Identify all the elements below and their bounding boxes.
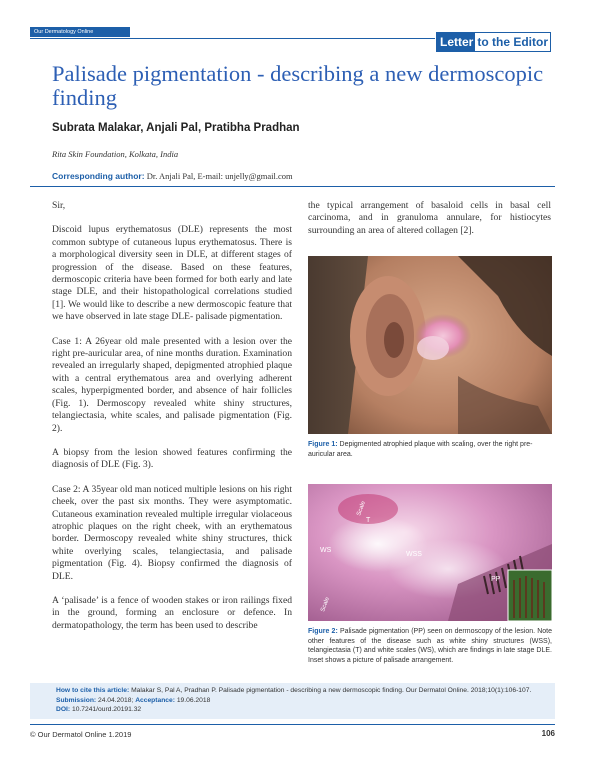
corresponding-author	[52, 171, 293, 181]
article-type-editor: to the Editor	[477, 35, 549, 49]
doi-line	[56, 705, 555, 715]
paragraph-biopsy: A biopsy from the lesion showed features confirming the diagnosis of DLE (Fig. 3).	[52, 446, 292, 471]
body-left-column	[52, 200, 292, 644]
corresponding-author-text: Dr. Anjali Pal, E-mail: unjelly@gmail.com	[144, 171, 293, 181]
doi-label: DOI:	[56, 706, 71, 713]
figure-1-caption-text: Depigmented atrophied plaque with scaling, over the right pre-auricular area.	[308, 441, 533, 458]
footer-rule	[30, 724, 555, 725]
label-wss: WSS	[406, 551, 422, 558]
figure-2-illustration	[308, 484, 552, 621]
figure-2-dermoscopy	[308, 484, 552, 621]
figure-2-label: Figure 2:	[308, 628, 338, 635]
page-number: 106	[541, 729, 555, 738]
header-rule	[30, 38, 435, 39]
submission-label: Submission:	[56, 696, 97, 704]
figure-1-illustration	[308, 256, 552, 434]
paragraph-palisade: A ‘palisade’ is a fence of wooden stakes or iron railings fixed in the ground, forming an enclosure or defence. In dermatopathology, the term has been used to describe	[52, 594, 292, 631]
figure-1-label: Figure 1:	[308, 441, 338, 448]
body-right-text: the typical arrangement of basaloid cells in basal cell carcinoma, and in granuloma annulare, for histiocytes surrounding an area of altered collagen [2].	[308, 200, 551, 236]
acceptance-label: Acceptance:	[135, 696, 175, 704]
acceptance-date: 19.06.2018	[174, 696, 211, 704]
corresponding-author-label: Corresponding author:	[52, 171, 145, 181]
article-type-letter: Letter	[437, 33, 475, 51]
label-scale-top: Scale	[356, 500, 368, 517]
doi-link[interactable]: 10.7241/ourd.20191.32	[70, 706, 142, 713]
citation-line	[56, 686, 555, 696]
citation-block	[30, 683, 555, 719]
footer-copyright: © Our Dermatol Online 1.2019	[30, 730, 132, 739]
label-t: T	[366, 517, 371, 524]
paragraph-intro: Discoid lupus erythematosus (DLE) represents the most common subtype of cutaneous lupus erythematosus. There is a morphological diversity seen in DLE, at different stages of progression of the disease. Based on these features, dermoscopic criteria have been formed for both early and late stage DLE, and their histopathological correlations studied [1]. We would like to describe a new dermoscopic feature that we have observed in late stage DLE- palisade pigmentation.	[52, 224, 292, 323]
journal-tag: Our Dermatology Online	[30, 27, 130, 37]
submission-date: 24.04.2018;	[96, 696, 134, 704]
salutation: Sir,	[52, 200, 66, 211]
paragraph-case-2: Case 2: A 35year old man noticed multiple lesions on his right cheek, over the past six months. They were asymptomatic. Cutaneous examination revealed multiple irregular violaceous atrophic plaques on the right cheek, with an erythematous border. Dermoscopy revealed white shiny structures, thick white overlying scales, telangiectasia, and palisade pigmentation (Fig. 4). Biopsy confirmed the diagnosis of DLE.	[52, 483, 292, 582]
label-ws: WS	[320, 547, 332, 554]
article-type-badge	[436, 32, 551, 52]
figure-2-caption	[308, 627, 552, 665]
affiliation: Rita Skin Foundation, Kolkata, India	[52, 149, 179, 159]
section-rule	[30, 186, 555, 187]
author-list: Subrata Malakar, Anjali Pal, Pratibha Pradhan	[52, 122, 300, 134]
cite-label: How to cite this article:	[56, 687, 130, 694]
label-scale-bottom: Scale	[320, 596, 332, 613]
article-title: Palisade pigmentation - describing a new dermoscopic finding	[52, 61, 544, 110]
cite-text: Malakar S, Pal A, Pradhan P. Palisade pigmentation - describing a new dermoscopic finding. Our Dermatol Online. 2018;10(1):106-107.	[129, 687, 532, 694]
label-pp: PP	[491, 576, 501, 583]
figure-1-photo	[308, 256, 552, 434]
dates-line	[56, 696, 555, 706]
figure-1-caption	[308, 440, 552, 459]
paragraph-case-1: Case 1: A 26year old male presented with a lesion over the right pre-auricular area, of nine months duration. Examination revealed an irregularly shaped, depigmented atrophied plaque with a central erythematous area and overlying adherent scales, hyperpigmented border, and absence of hair follicles (Fig. 1). Dermoscopy revealed white shiny structures, telangiectasia, white scales, and palisade pigmentation (Fig. 2).	[52, 335, 292, 434]
figure-2-caption-text: Palisade pigmentation (PP) seen on dermoscopy of the lesion. Note other features of the disease such as white shiny structures (WSS), telangiectasia (T) and white scales (WS), which are findings in late stage DLE. Inset shows a picture of palisade arrangement.	[308, 628, 552, 664]
